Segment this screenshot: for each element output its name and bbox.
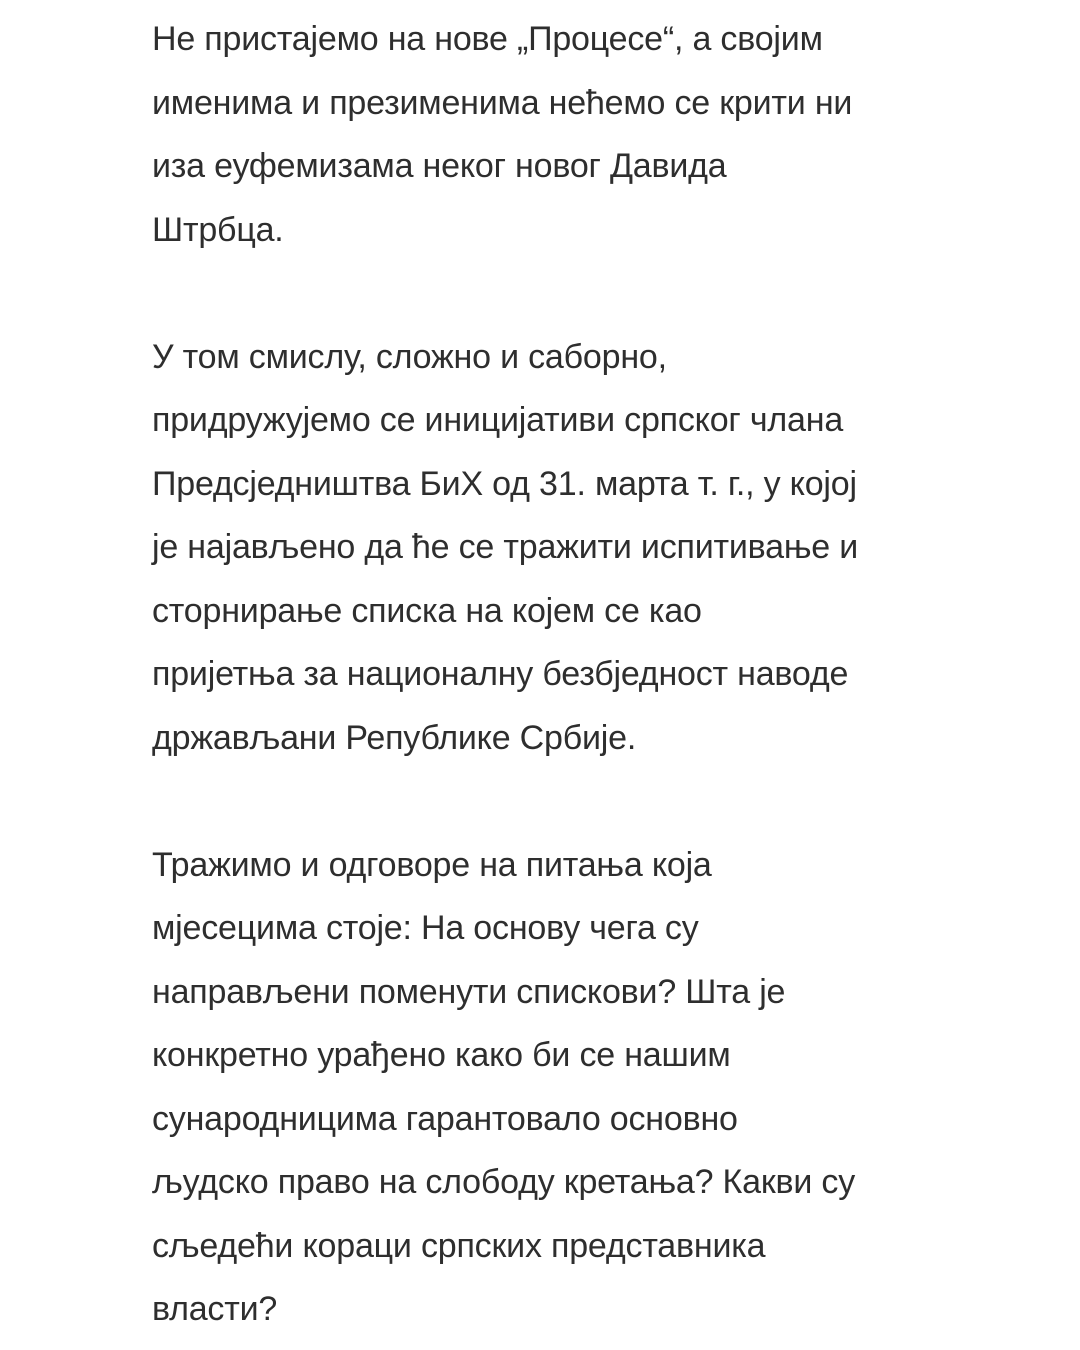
text-line: Не пристајемо на нове „Процесе“, а својим (152, 20, 823, 58)
text-line: сународницима гарантовало основно (152, 1099, 738, 1138)
paragraph-3 (152, 834, 952, 1342)
text-line: придружујемо се иницијативи српског члана (152, 401, 844, 439)
text-line: конкретно урађено како би се нашим (152, 1036, 731, 1074)
text-line: власти? (152, 1290, 278, 1328)
text-line: сторнирање списка на којем се као (152, 591, 702, 630)
text-line: мјесецима стоје: На основу чега су (152, 909, 699, 947)
text-line: иза еуфемизама неког новог Давида (152, 147, 727, 185)
article-body (152, 8, 952, 1342)
text-line: Штрбца. (152, 210, 284, 249)
text-line: Тражимо и одговоре на питања која (152, 845, 712, 884)
text-line: У том смислу, сложно и саборно, (152, 337, 667, 376)
text-line: именима и презименима нећемо се крити ни (152, 83, 853, 122)
paragraph-1 (152, 8, 952, 262)
text-line: Предсједништва БиХ од 31. марта т. г., у којој (152, 464, 857, 503)
paragraph-2 (152, 326, 952, 771)
text-line: држављани Републике Србије. (152, 718, 637, 757)
text-line: пријетња за националну безбједност наводе (152, 655, 849, 693)
text-line: сљедећи кораци српских представника (152, 1226, 766, 1265)
text-line: људско право на слободу кретања? Какви су (152, 1163, 856, 1201)
text-line: направљени поменути спискови? Шта је (152, 972, 786, 1011)
text-line: је најављено да ће се тражити испитивање и (152, 528, 859, 566)
